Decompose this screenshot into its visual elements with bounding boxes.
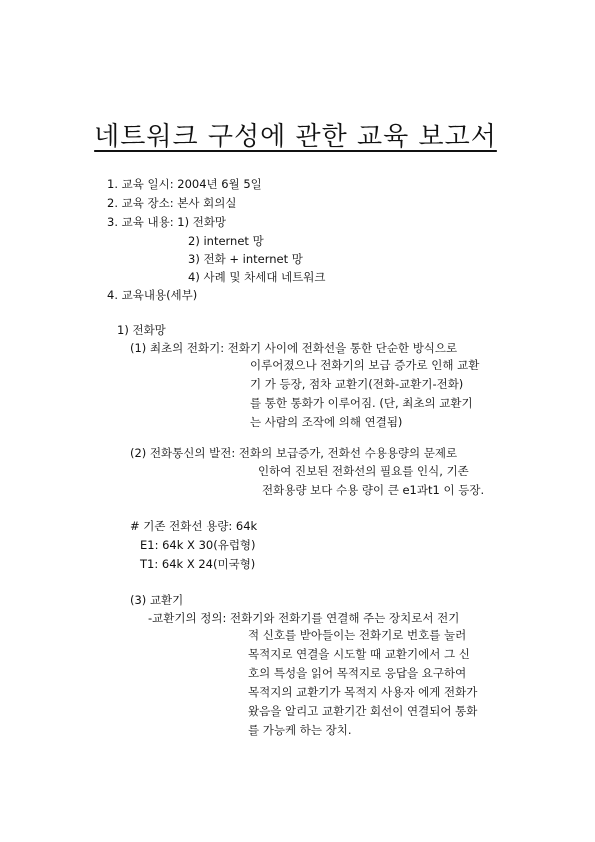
subsection-2-line: 인하여 진보된 전화선의 필요를 인식, 기존 <box>258 464 469 478</box>
switch-definition-label: -교환기의 정의: 전화기와 전화기를 연결해 주는 장치로서 전기 <box>148 611 460 625</box>
overview-subitem-3: 3) 전화 + internet 망 <box>188 252 303 266</box>
overview-item-date: 1. 교육 일시: 2004년 6월 5일 <box>107 177 262 191</box>
subsection-2-label: (2) 전화통신의 발전: 전화의 보급증가, 전화선 수용용량의 문제로 <box>130 446 458 460</box>
section-heading-telephone-network: 1) 전화망 <box>117 323 166 337</box>
overview-item-place: 2. 교육 장소: 본사 회의실 <box>107 196 237 210</box>
switch-definition-line: 적 신호를 받아들이는 전화기로 번호를 눌러 <box>248 628 467 642</box>
subsection-2-line: 전화용량 보다 수용 량이 큰 e1과t1 이 등장. <box>262 483 485 497</box>
subsection-1-body <box>250 356 479 432</box>
switch-definition-line: 를 가능케 하는 장치. <box>248 723 352 737</box>
switch-definition-line: 목적지로 연결을 시도할 때 교환기에서 그 신 <box>248 647 470 661</box>
switch-definition-line: 왔음을 알리고 교환기간 회선이 연결되어 통화 <box>248 704 478 718</box>
subsection-2-body <box>258 462 484 500</box>
report-title: 네트워크 구성에 관한 교육 보고서 <box>94 122 497 152</box>
overview-item-detail: 4. 교육내용(세부) <box>107 288 198 302</box>
subsection-1-line: 기 가 등장, 점차 교환기(전화-교환기-전화) <box>250 377 464 391</box>
capacity-e1: E1: 64k X 30(유럽형) <box>140 538 256 552</box>
overview-item-content: 3. 교육 내용: 1) 전화망 <box>107 215 227 229</box>
switch-definition-body <box>248 626 477 740</box>
overview-subitem-2: 2) internet 망 <box>188 234 264 248</box>
switch-definition-line: 목적지의 교환기가 목적지 사용자 에게 전화가 <box>248 685 478 699</box>
subsection-1-label: (1) 최초의 전화기: 전화기 사이에 전화선을 통한 단순한 방식으로 <box>130 341 458 355</box>
subsection-1-line: 를 통한 통화가 이루어짐. (단, 최초의 교환기 <box>250 396 473 410</box>
subsection-1-line: 는 사람의 조작에 의해 연결됨) <box>250 415 403 429</box>
subsection-3-label: (3) 교환기 <box>130 593 184 607</box>
capacity-heading: # 기존 전화선 용량: 64k <box>130 519 258 533</box>
switch-definition-line: 호의 특성을 읽어 목적지로 응답을 요구하여 <box>248 666 467 680</box>
subsection-1-line: 이루어졌으나 전화기의 보급 증가로 인해 교환 <box>250 358 480 372</box>
overview-subitem-4: 4) 사례 및 차세대 네트워크 <box>188 270 326 284</box>
capacity-t1: T1: 64k X 24(미국형) <box>140 557 256 571</box>
